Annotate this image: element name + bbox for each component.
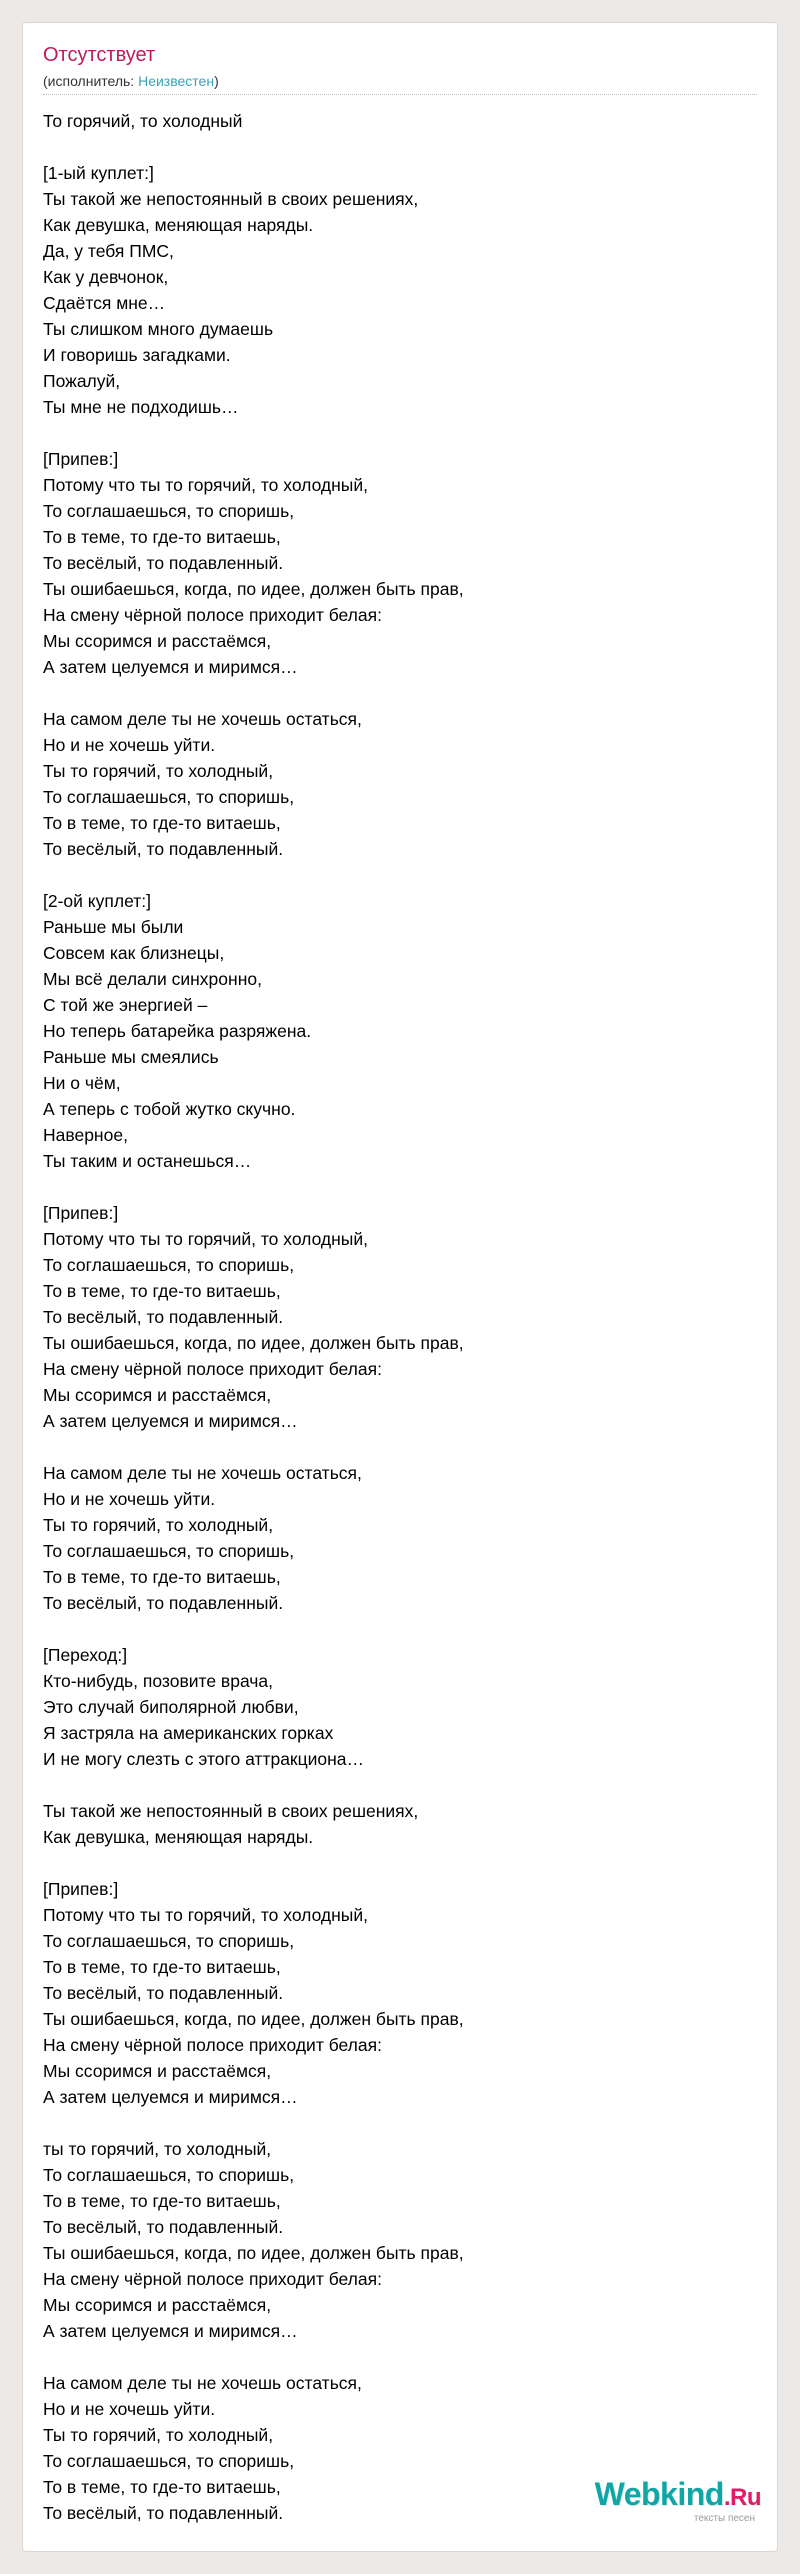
lyric-line: Да, у тебя ПМС, — [43, 241, 174, 261]
artist-prefix: (исполнитель: — [43, 73, 139, 89]
logo-suffix-text: .Ru — [723, 2484, 761, 2511]
lyric-line: Ты ошибаешься, когда, по идее, должен быть прав, — [43, 579, 464, 599]
lyric-line: Ты ошибаешься, когда, по идее, должен быть прав, — [43, 2009, 464, 2029]
lyric-line: То весёлый, то подавленный. — [43, 553, 284, 573]
lyric-line: То весёлый, то подавленный. — [43, 1983, 284, 2003]
lyric-line: На смену чёрной полосе приходит белая: — [43, 2035, 382, 2055]
lyric-line: А затем целуемся и миримся… — [43, 2321, 298, 2341]
lyric-line: На самом деле ты не хочешь остаться, — [43, 2373, 362, 2393]
lyric-line: Но и не хочешь уйти. — [43, 1489, 216, 1509]
title-divider — [43, 94, 757, 95]
artist-suffix: ) — [214, 73, 219, 89]
lyric-line: То соглашаешься, то споришь, — [43, 2451, 295, 2471]
lyric-line: Раньше мы были — [43, 917, 184, 937]
lyric-line: Мы всё делали синхронно, — [43, 969, 262, 989]
lyric-line: То соглашаешься, то споришь, — [43, 1541, 295, 1561]
lyric-line: То весёлый, то подавленный. — [43, 2503, 284, 2523]
stanza-gap — [43, 1616, 759, 1642]
lyric-line: То в теме, то где-то витаешь, — [43, 1281, 281, 1301]
lyric-line: Ты таким и останешься… — [43, 1151, 252, 1171]
stanza-gap — [43, 2110, 759, 2136]
webkind-logo[interactable] — [581, 2475, 761, 2523]
lyric-line: То весёлый, то подавленный. — [43, 2217, 284, 2237]
lyric-line: То соглашаешься, то споришь, — [43, 1931, 295, 1951]
lyric-line: [Припев:] — [43, 1879, 119, 1899]
lyric-line: И говоришь загадками. — [43, 345, 231, 365]
stanza-gap — [43, 1434, 759, 1460]
logo-main-text: Webkind — [594, 2476, 724, 2512]
lyric-line: [1-ый куплет:] — [43, 163, 154, 183]
lyric-line: Но и не хочешь уйти. — [43, 2399, 216, 2419]
lyric-line: Ты ошибаешься, когда, по идее, должен быть прав, — [43, 1333, 464, 1353]
lyric-line: То в теме, то где-то витаешь, — [43, 527, 281, 547]
lyric-line: Ты мне не подходишь… — [43, 397, 239, 417]
lyric-line: То соглашаешься, то споришь, — [43, 2165, 295, 2185]
lyric-line: Ты такой же непостоянный в своих решениях, — [43, 189, 419, 209]
lyric-line: С той же энергией – — [43, 995, 208, 1015]
lyric-line: То горячий, то холодный — [43, 111, 243, 131]
lyric-line: Ты ошибаешься, когда, по идее, должен быть прав, — [43, 2243, 464, 2263]
lyric-line: Совсем как близнецы, — [43, 943, 225, 963]
lyric-line: Мы ссоримся и расстаёмся, — [43, 631, 272, 651]
lyric-line: То в теме, то где-то витаешь, — [43, 2477, 281, 2497]
lyric-line: То в теме, то где-то витаешь, — [43, 1957, 281, 1977]
lyric-line: На смену чёрной полосе приходит белая: — [43, 605, 382, 625]
lyric-line: Потому что ты то горячий, то холодный, — [43, 1229, 369, 1249]
lyric-line: Ты такой же непостоянный в своих решениях, — [43, 1801, 419, 1821]
lyric-line: Ты то горячий, то холодный, — [43, 1515, 274, 1535]
lyric-line: [2-ой куплет:] — [43, 891, 151, 911]
lyric-line: То соглашаешься, то споришь, — [43, 1255, 295, 1275]
lyric-line: Ты слишком много думаешь — [43, 319, 274, 339]
lyric-line: Но и не хочешь уйти. — [43, 735, 216, 755]
song-title: Отсутствует — [43, 44, 156, 66]
lyric-line: И не могу слезть с этого аттракциона… — [43, 1749, 365, 1769]
lyric-line: А затем целуемся и миримся… — [43, 657, 298, 677]
lyric-line: На самом деле ты не хочешь остаться, — [43, 1463, 362, 1483]
lyric-line: А затем целуемся и миримся… — [43, 1411, 298, 1431]
lyric-line: Я застряла на американских горках — [43, 1723, 334, 1743]
lyric-line: То весёлый, то подавленный. — [43, 1307, 284, 1327]
lyric-line: [Припев:] — [43, 1203, 119, 1223]
artist-link[interactable]: Неизвестен — [138, 73, 215, 89]
lyric-line: На самом деле ты не хочешь остаться, — [43, 709, 362, 729]
lyric-line: То в теме, то где-то витаешь, — [43, 2191, 281, 2211]
lyric-line: А теперь с тобой жутко скучно. — [43, 1099, 296, 1119]
lyric-line: На смену чёрной полосе приходит белая: — [43, 1359, 382, 1379]
logo-wordmark — [595, 2475, 761, 2517]
lyric-line: Сдаётся мне… — [43, 293, 166, 313]
stanza-gap — [43, 680, 759, 706]
lyric-line: Ты то горячий, то холодный, — [43, 2425, 274, 2445]
lyric-line: То весёлый, то подавленный. — [43, 839, 284, 859]
lyric-line: То весёлый, то подавленный. — [43, 1593, 284, 1613]
lyric-line: Как девушка, меняющая наряды. — [43, 1827, 314, 1847]
lyric-line: Как девушка, меняющая наряды. — [43, 215, 314, 235]
lyric-line: Это случай биполярной любви, — [43, 1697, 299, 1717]
lyric-line: [Припев:] — [43, 449, 119, 469]
stanza-gap — [43, 1174, 759, 1200]
lyric-line: То соглашаешься, то споришь, — [43, 501, 295, 521]
lyric-line: Но теперь батарейка разряжена. — [43, 1021, 312, 1041]
lyric-line: А затем целуемся и миримся… — [43, 2087, 298, 2107]
lyric-line: То в теме, то где-то витаешь, — [43, 813, 281, 833]
lyric-line: Мы ссоримся и расстаёмся, — [43, 2295, 272, 2315]
lyric-line: Мы ссоримся и расстаёмся, — [43, 2061, 272, 2081]
stanza-gap — [43, 1772, 759, 1798]
lyric-line: То соглашаешься, то споришь, — [43, 787, 295, 807]
stanza-gap — [43, 862, 759, 888]
lyric-line: Как у девчонок, — [43, 267, 169, 287]
lyric-line: Потому что ты то горячий, то холодный, — [43, 475, 369, 495]
lyric-line: ты то горячий, то холодный, — [43, 2139, 272, 2159]
logo-tagline: тексты песен — [693, 2513, 755, 2524]
stanza-gap — [43, 420, 759, 446]
lyric-line: Ни о чём, — [43, 1073, 121, 1093]
stanza-gap — [43, 134, 759, 160]
stanza-gap — [43, 2344, 759, 2370]
lyric-line: Наверное, — [43, 1125, 128, 1145]
stanza-gap — [43, 1850, 759, 1876]
lyric-line: Ты то горячий, то холодный, — [43, 761, 274, 781]
artist-line — [43, 73, 219, 89]
lyric-line: Пожалуй, — [43, 371, 121, 391]
lyric-line: На смену чёрной полосе приходит белая: — [43, 2269, 382, 2289]
lyric-line: Мы ссоримся и расстаёмся, — [43, 1385, 272, 1405]
lyrics-page — [22, 22, 778, 2552]
lyric-line: То в теме, то где-то витаешь, — [43, 1567, 281, 1587]
lyric-line: Кто-нибудь, позовите врача, — [43, 1671, 274, 1691]
lyric-line: Потому что ты то горячий, то холодный, — [43, 1905, 369, 1925]
lyric-line: [Переход:] — [43, 1645, 128, 1665]
lyric-line: Раньше мы смеялись — [43, 1047, 219, 1067]
lyrics-text — [43, 108, 759, 2526]
